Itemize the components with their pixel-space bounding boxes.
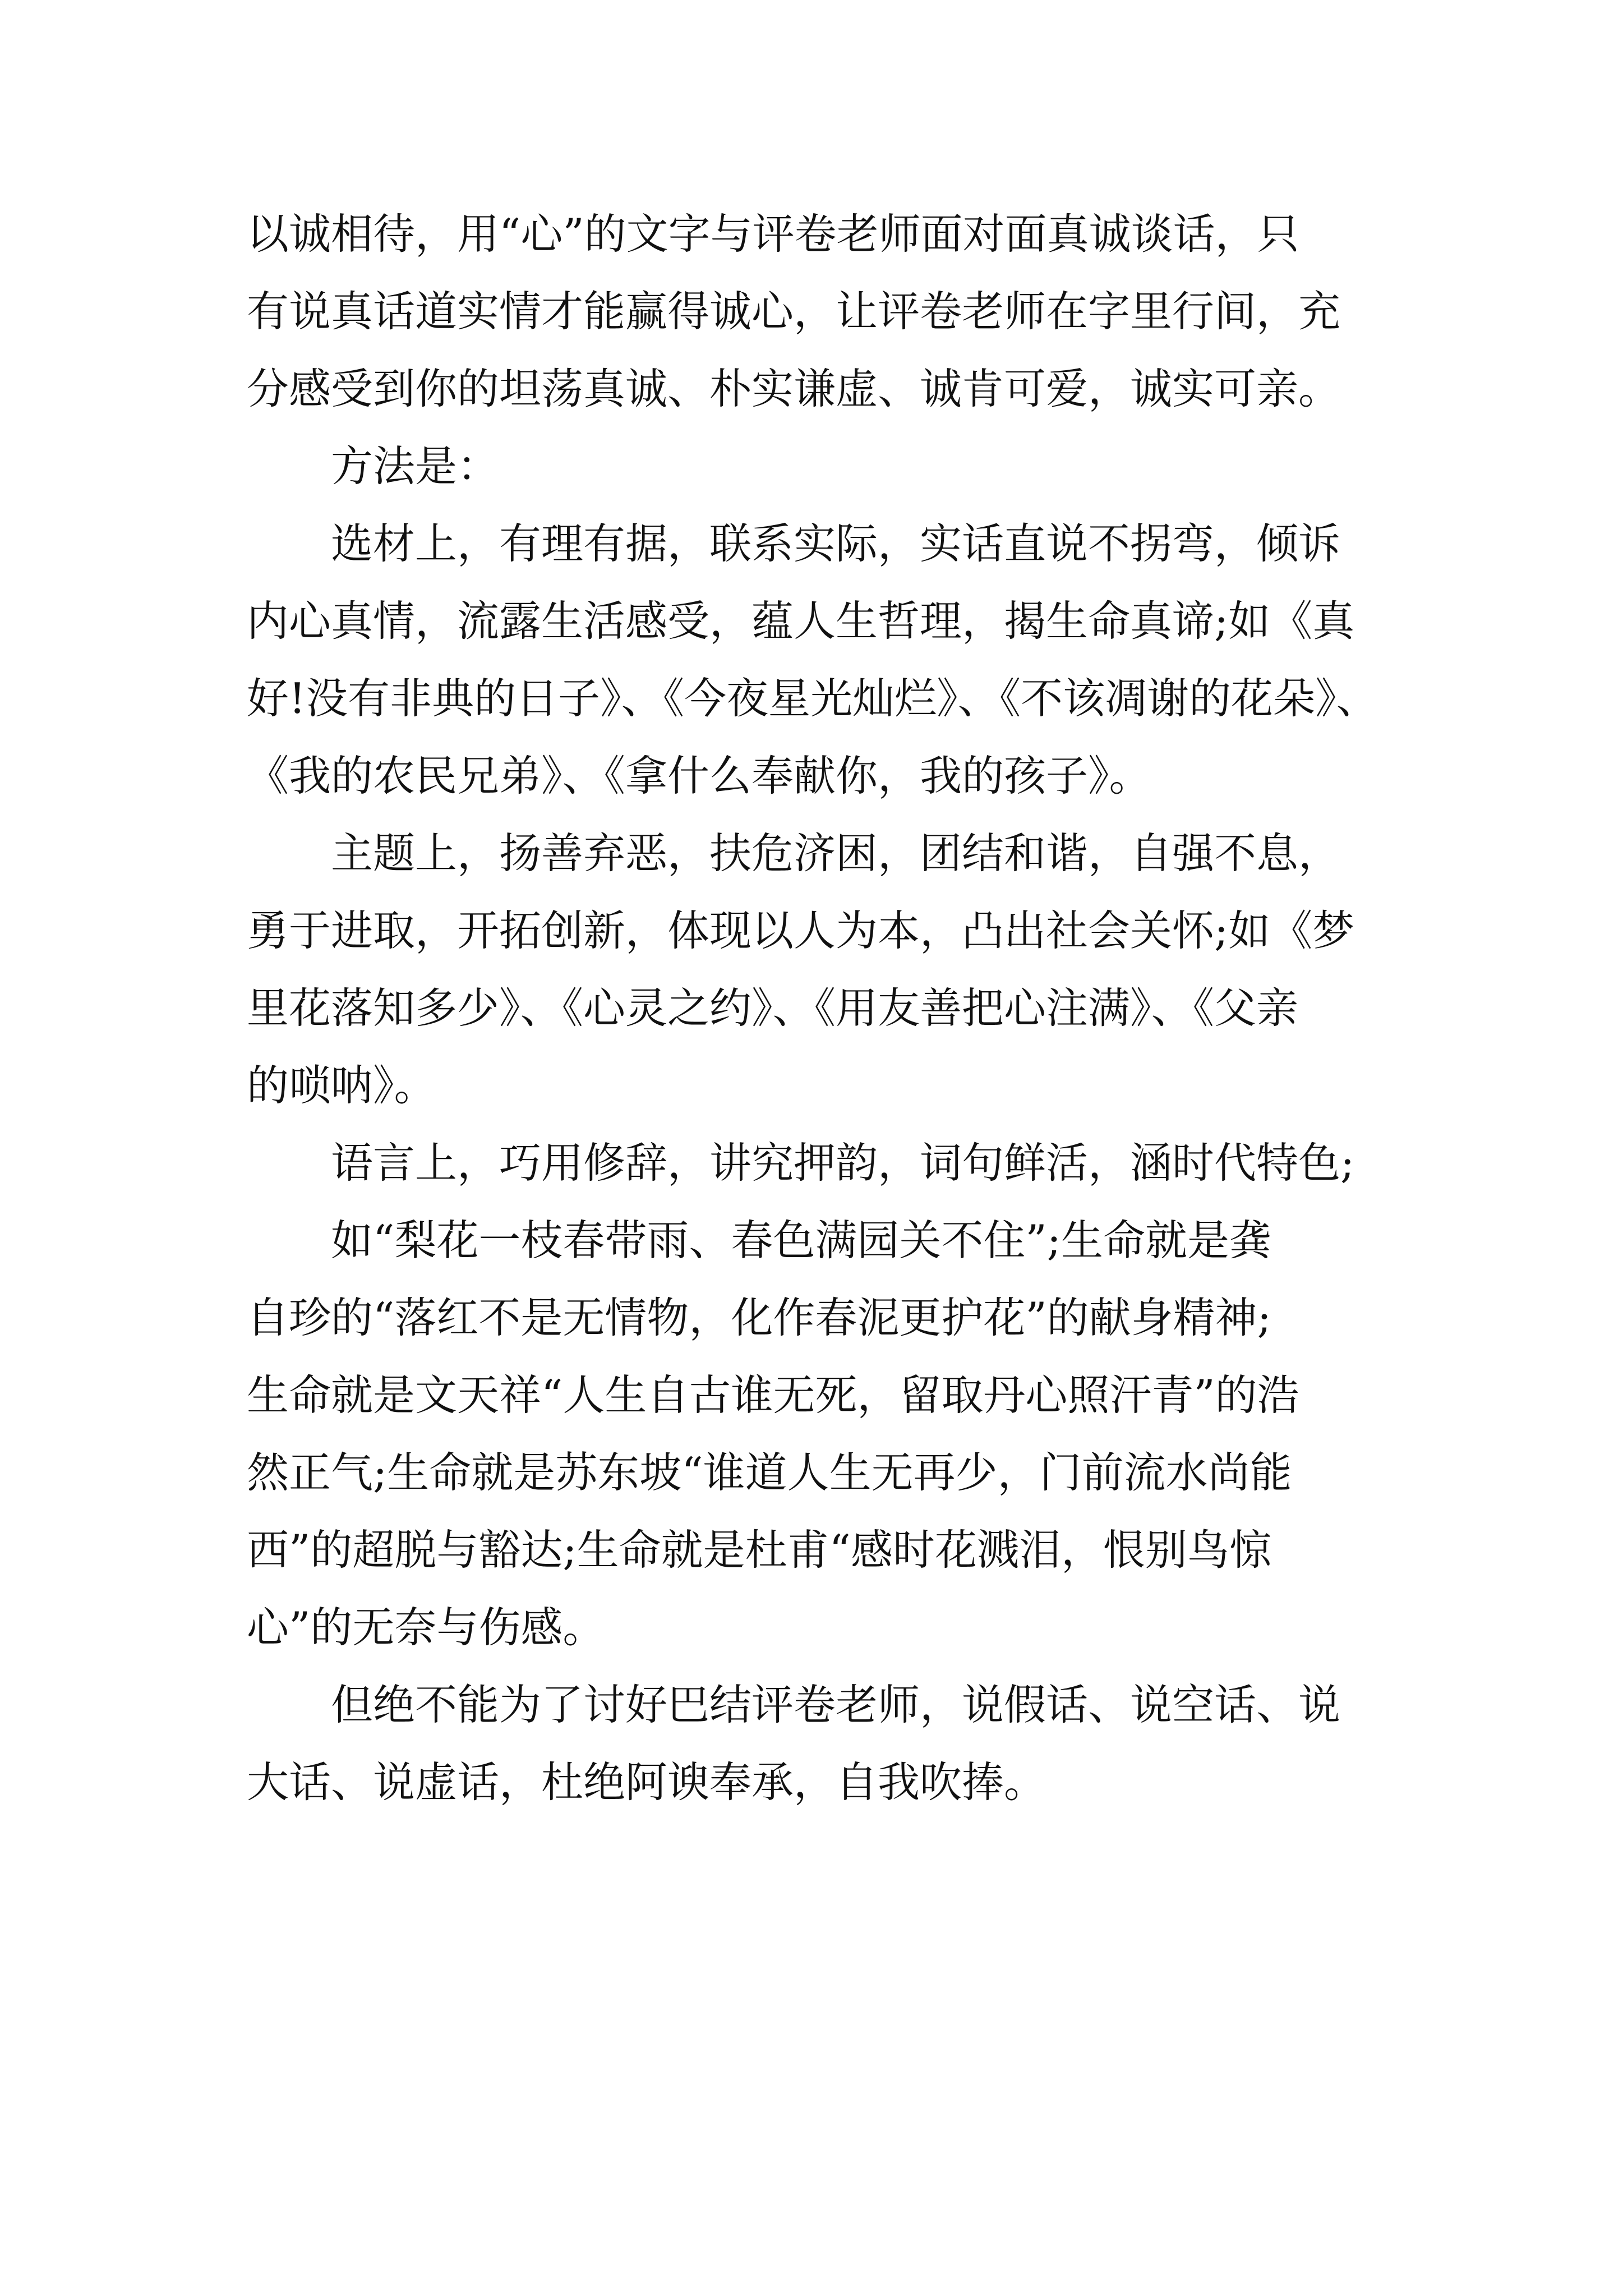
- paragraph-warning: [247, 1666, 1453, 1821]
- text-line: 语言上，巧用修辞，讲究押韵，词句鲜活，涵时代特色;: [331, 1138, 1355, 1188]
- text-line: 勇于进取，开拓创新，体现以人为本，凸出社会关怀;如《梦: [247, 906, 1355, 955]
- text-line: 选材上，有理有据，联系实际，实话直说不拐弯，倾诉: [331, 519, 1341, 568]
- paragraph-examples: [247, 1202, 1453, 1666]
- paragraph-material: [247, 505, 1453, 815]
- paragraph-theme: [247, 815, 1453, 1124]
- paragraph-language: [247, 1124, 1453, 1202]
- text-line: 《我的农民兄弟》、《拿什么奉献你，我的孩子》。: [247, 751, 1151, 800]
- text-line: 有说真话道实情才能赢得诚心，让评卷老师在字里行间，充: [247, 287, 1341, 336]
- text-line: 主题上，扬善弃恶，扶危济困，团结和谐，自强不息，: [331, 829, 1341, 878]
- text-line: 如“梨花一枝春带雨、春色满园关不住”;生命就是龚: [331, 1216, 1271, 1265]
- text-line: 心”的无奈与伤感。: [247, 1603, 605, 1652]
- text-line: 西”的超脱与豁达;生命就是杜甫“感时花溅泪，恨别鸟惊: [247, 1525, 1271, 1575]
- text-line: 生命就是文天祥“人生自古谁无死，留取丹心照汗青”的浩: [247, 1370, 1299, 1420]
- paragraph-method-heading: [247, 427, 1453, 505]
- document-body: [247, 195, 1453, 1821]
- text-line: 大话、说虚话，杜绝阿谀奉承，自我吹捧。: [247, 1757, 1046, 1807]
- text-line: 然正气;生命就是苏东坡“谁道人生无再少，门前流水尚能: [247, 1448, 1292, 1497]
- paragraph-intro: [247, 195, 1453, 427]
- text-line: 好!没有非典的日子》、《今夜星光灿烂》、《不该凋谢的花朵》、: [247, 674, 1378, 723]
- text-line: 以诚相待，用“心”的文字与评卷老师面对面真诚谈话，只: [247, 209, 1299, 259]
- text-line: 内心真情，流露生活感受，蕴人生哲理，揭生命真谛;如《真: [247, 596, 1355, 646]
- text-line: 自珍的“落红不是无情物，化作春泥更护花”的献身精神;: [247, 1293, 1271, 1342]
- text-line: 的唢呐》。: [247, 1061, 436, 1110]
- text-line: 分感受到你的坦荡真诚、朴实谦虚、诚肯可爱，诚实可亲。: [247, 364, 1341, 413]
- text-line: 但绝不能为了讨好巴结评卷老师，说假话、说空话、说: [331, 1680, 1341, 1729]
- text-line: 方法是：: [331, 441, 500, 491]
- text-line: 里花落知多少》、《心灵之约》、《用友善把心注满》、《父亲: [247, 983, 1299, 1033]
